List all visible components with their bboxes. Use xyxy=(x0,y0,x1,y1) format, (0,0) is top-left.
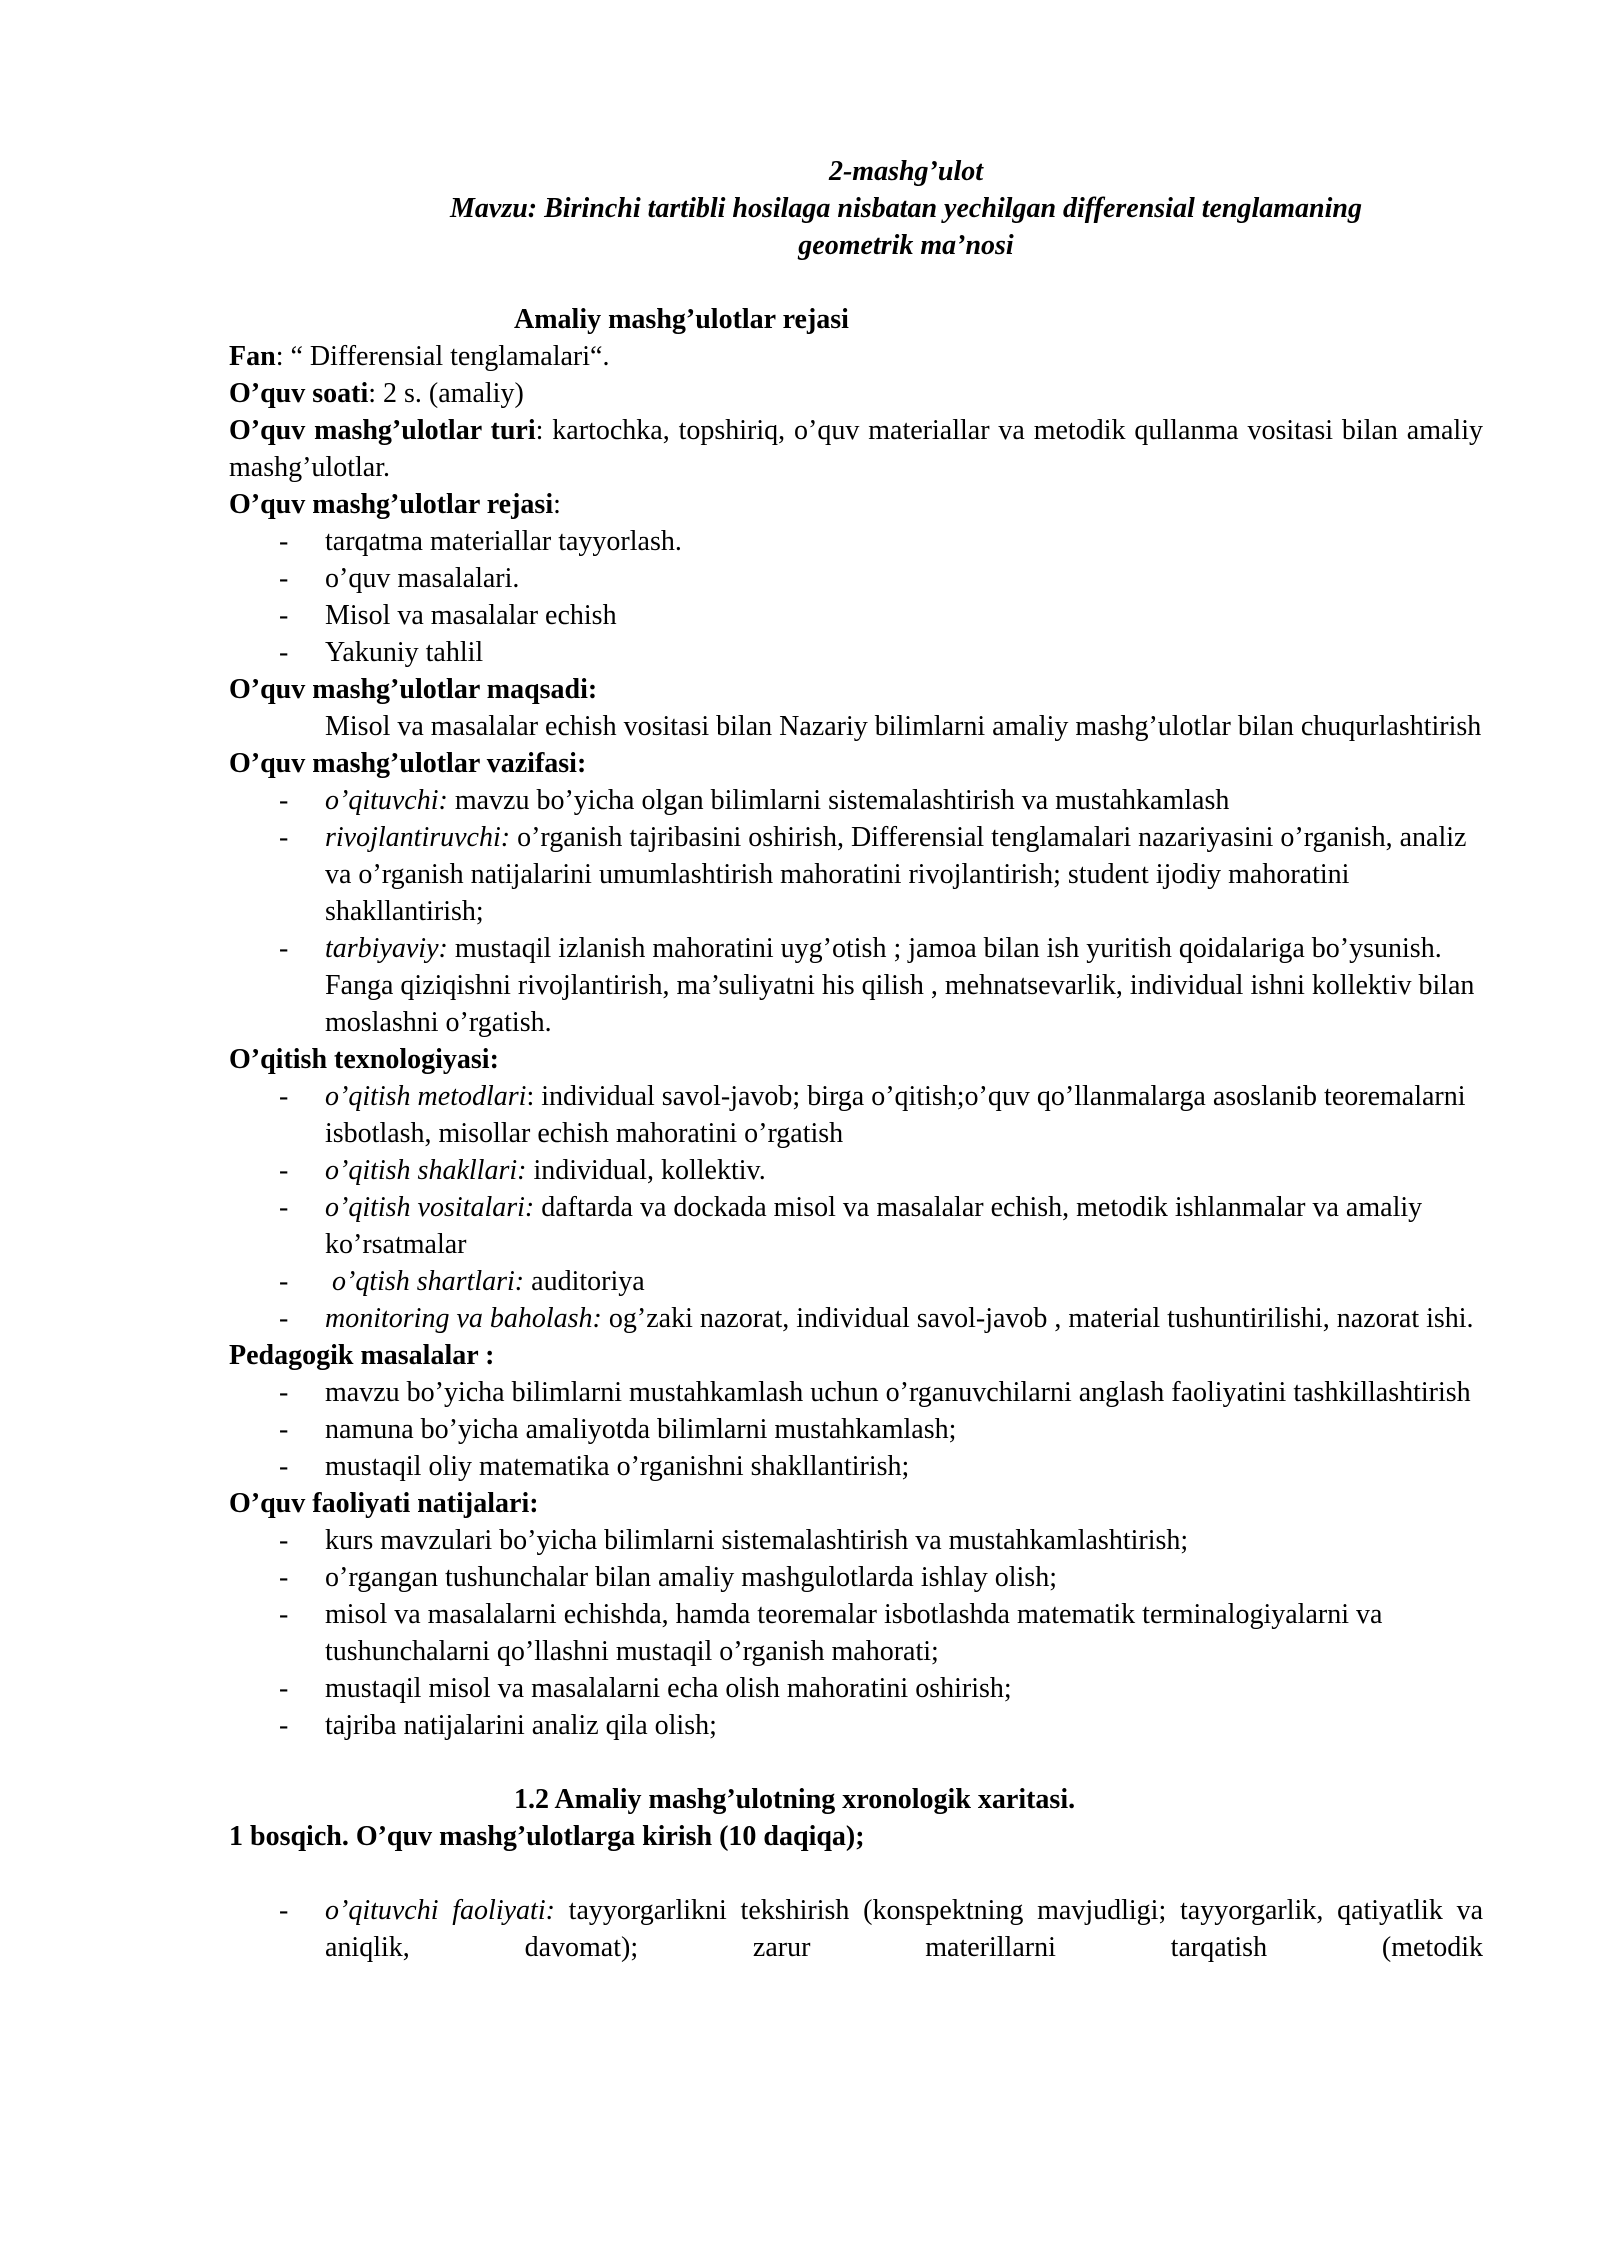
item-term: o’qtish shartlari: xyxy=(325,1266,525,1297)
texnologiya-heading: O’qitish texnologiyasi: xyxy=(229,1044,499,1075)
topic-line-1: Mavzu: Birinchi tartibli hosilaga nisbatan yechilgan differensial tenglamaning xyxy=(450,193,1362,224)
list-item xyxy=(229,1300,1483,1337)
item-term: o’qitish shakllari: xyxy=(325,1155,527,1186)
bosqich-heading: 1 bosqich. O’quv mashg’ulotlarga kirish (10 daqiqa); xyxy=(229,1821,865,1852)
document-content xyxy=(229,153,1483,1966)
fan-label: Fan xyxy=(229,341,276,372)
list-item: - misol va masalalarni echishda, hamda teoremalar isbotlashda matematik terminalogiyalarni va tushunchalarni qo’llashni mustaqil o’rganish mahorati; xyxy=(229,1596,1483,1670)
item-text: tayyorgarlikni tekshirish (konspektning mavjudligi; tayyorgarlik, qatiyatlik va aniqlik, davomat); zarur materillarni tarqatish (metodik xyxy=(325,1895,1483,1963)
list-item: - o’quv masalalari. xyxy=(229,560,1483,597)
vazifasi-list xyxy=(229,782,1483,1041)
list-item xyxy=(229,930,1483,1041)
item-text: individual, kollektiv. xyxy=(526,1155,766,1186)
list-item: - tajriba natijalarini analiz qila olish; xyxy=(229,1707,1483,1744)
item-term: tarbiyaviy: xyxy=(325,933,448,964)
lesson-number: 2-mashg’ulot xyxy=(828,156,984,187)
turi-value: : kartochka, topshiriq, o’quv materiallar va metodik qullanma vositasi bilan amaliy mashg’ulotlar. xyxy=(229,415,1483,483)
texnologiya-list xyxy=(229,1078,1483,1337)
rejasi-colon: : xyxy=(553,489,561,520)
title-block xyxy=(329,153,1483,264)
list-item xyxy=(229,1152,1483,1189)
list-item: - namuna bo’yicha amaliyotda bilimlarni mustahkamlash; xyxy=(229,1411,1483,1448)
item-text: daftarda va dockada misol va masalalar echish, metodik ishlanmalar va amaliy ko’rsatmalar xyxy=(325,1192,1423,1260)
turi-label: O’quv mashg’ulotlar turi xyxy=(229,415,536,446)
list-item xyxy=(229,1892,1483,1966)
vazifasi-heading: O’quv mashg’ulotlar vazifasi: xyxy=(229,748,587,779)
natijalar-list xyxy=(229,1522,1483,1744)
fan-line xyxy=(229,338,1483,375)
pedagogik-heading: Pedagogik masalalar : xyxy=(229,1340,495,1371)
list-item xyxy=(229,819,1483,930)
item-term: o’qituvchi: xyxy=(325,785,448,816)
faoliyat-list xyxy=(229,1892,1483,1966)
list-item xyxy=(229,1078,1483,1152)
list-item xyxy=(229,782,1483,819)
item-term: o’qitish vositalari: xyxy=(325,1192,535,1223)
item-term: rivojlantiruvchi: xyxy=(325,822,511,853)
item-text: : individual savol-javob; birga o’qitish;o’quv qo’llanmalarga asoslanib teoremalarni isbotlash, misollar echish mahoratini o’rgatish xyxy=(325,1081,1466,1149)
list-item: - o’rgangan tushunchalar bilan amaliy mashgulotlarda ishlay olish; xyxy=(229,1559,1483,1596)
list-item: - mavzu bo’yicha bilimlarni mustahkamlash uchun o’rganuvchilarni anglash faoliyatini tashkillashtirish xyxy=(229,1374,1483,1411)
rejasi-heading xyxy=(229,486,1483,523)
rejasi-label: O’quv mashg’ulotlar rejasi xyxy=(229,489,554,520)
topic-line-2: geometrik ma’nosi xyxy=(798,230,1014,261)
item-term: o’qitish metodlari xyxy=(325,1081,527,1112)
fan-value: : “ Differensial tenglamalari“. xyxy=(275,341,610,372)
item-text: og’zaki nazorat, individual savol-javob , material tushuntirilishi, nazorat ishi. xyxy=(601,1303,1474,1334)
soat-label: O’quv soati xyxy=(229,378,369,409)
list-item xyxy=(229,1189,1483,1263)
item-text: o’rganish tajribasini oshirish, Differensial tenglamalari nazariyasini o’rganish, analiz va o’rganish natijalarini umumlashtirish mahoratini rivojlantirish; student ijodiy mahoratini shakllantirish; xyxy=(325,822,1467,927)
list-item xyxy=(229,1263,1483,1300)
turi-line xyxy=(229,412,1483,486)
list-item: - mustaqil oliy matematika o’rganishni shakllantirish; xyxy=(229,1448,1483,1485)
soat-value: : 2 s. (amaliy) xyxy=(368,378,524,409)
list-item: - tarqatma materiallar tayyorlash. xyxy=(229,523,1483,560)
item-term: o’qituvchi faoliyati: xyxy=(325,1895,555,1926)
maqsadi-text: Misol va masalalar echish vositasi bilan Nazariy bilimlarni amaliy mashg’ulotlar bilan chuqurlashtirish xyxy=(325,711,1482,742)
pedagogik-list xyxy=(229,1374,1483,1485)
rejasi-list xyxy=(229,523,1483,671)
soat-line xyxy=(229,375,1483,412)
list-item: - kurs mavzulari bo’yicha bilimlarni sistemalashtirish va mustahkamlashtirish; xyxy=(229,1522,1483,1559)
item-text: mustaqil izlanish mahoratini uyg’otish ; jamoa bilan ish yuritish qoidalariga bo’ysunish. Fanga qiziqishni rivojlantirish, ma’suliyatni his qilish , mehnatsevarlik, individual ishni kollektiv bilan moslashni o’rgatish. xyxy=(325,933,1475,1038)
plan-title: Amaliy mashg’ulotlar rejasi xyxy=(514,304,849,335)
item-text: mavzu bo’yicha olgan bilimlarni sistemalashtirish va mustahkamlash xyxy=(447,785,1230,816)
xarita-title: 1.2 Amaliy mashg’ulotning xronologik xaritasi. xyxy=(514,1784,1076,1815)
list-item: - Misol va masalalar echish xyxy=(229,597,1483,634)
maqsadi-heading: O’quv mashg’ulotlar maqsadi: xyxy=(229,674,598,705)
list-item: - mustaqil misol va masalalarni echa olish mahoratini oshirish; xyxy=(229,1670,1483,1707)
natijalar-heading: O’quv faoliyati natijalari: xyxy=(229,1488,539,1519)
item-text: auditoriya xyxy=(524,1266,645,1297)
item-term: monitoring va baholash: xyxy=(325,1303,602,1334)
list-item: - Yakuniy tahlil xyxy=(229,634,1483,671)
